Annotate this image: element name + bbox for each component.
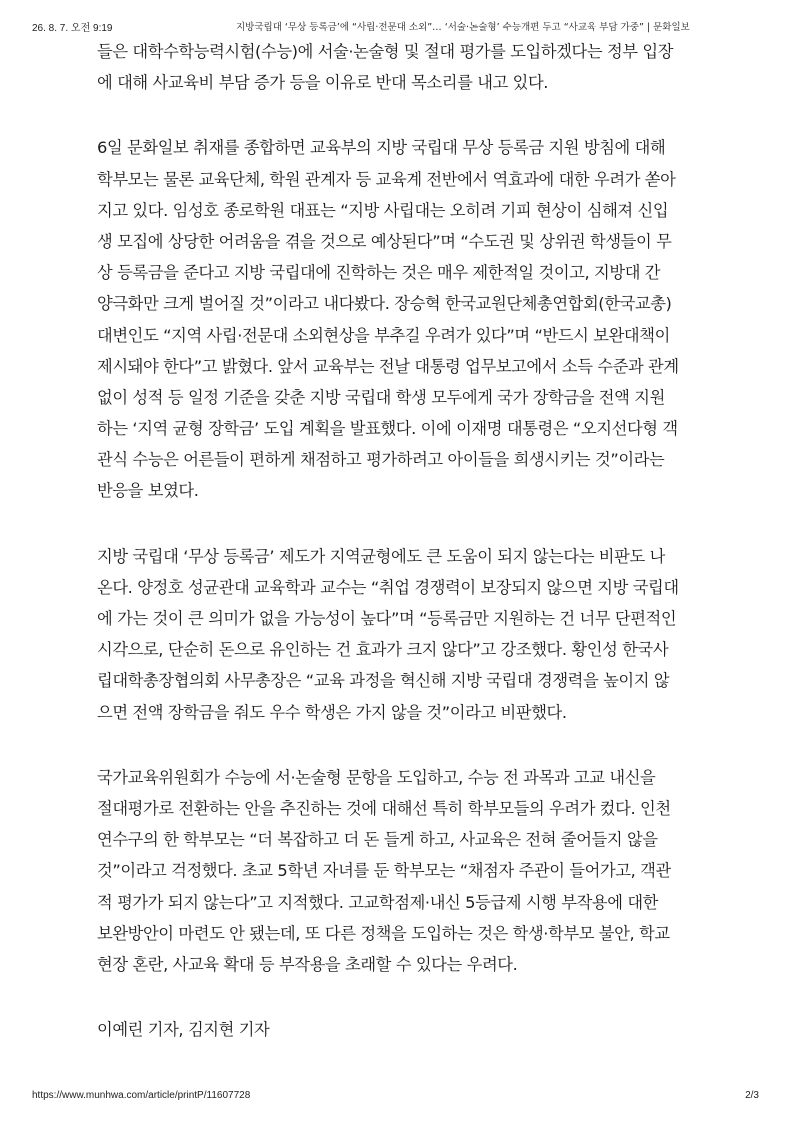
paragraph-line: 지고 있다. 임성호 종로학원 대표는 “지방 사립대는 오히려 기피 현상이 심해져 신입 — [97, 200, 669, 220]
paragraph-line: 보완방안이 마련도 안 됐는데, 또 다른 정책을 도입하는 것은 학생·학부모 불안, 학교 — [97, 923, 670, 943]
paragraph-line: 현장 혼란, 사교육 확대 등 부작용을 초래할 수 있다는 우려다. — [97, 954, 518, 974]
paragraph-line: 양극화만 크게 벌어질 것”이라고 내다봤다. 장승혁 한국교원단체총연합회(한국교총) — [97, 294, 672, 314]
paragraph-line: 연수구의 한 학부모는 “더 복잡하고 더 돈 들게 하고, 사교육은 전혀 줄어들지 않을 — [97, 830, 658, 850]
paragraph-line: 하는 ‘지역 균형 장학금’ 도입 계획을 발표했다. 이에 이재명 대통령은 “오지선다형 객 — [97, 419, 678, 439]
print-page-title: 지방국립대 ‘무상 등록금’에 “사립·전문대 소외”… ‘서술·논술형’ 수능개편 두고 “사교육 부담 가중” | 문화일보 — [236, 22, 690, 33]
paragraph-line: 립대학총장협의회 사무총장은 “교육 과정을 혁신해 지방 국립대 경쟁력을 높이지 않 — [97, 671, 670, 691]
article-paragraph — [97, 36, 701, 98]
print-footer — [32, 1090, 761, 1104]
print-header — [32, 19, 761, 33]
paragraph-line: 절대평가로 전환하는 안을 추진하는 것에 대해선 특히 학부모들의 우려가 컸다. 인천 — [97, 798, 671, 818]
paragraph-line: 국가교육위원회가 수능에 서·논술형 문항을 도입하고, 수능 전 과목과 고교 내신을 — [97, 767, 656, 787]
paragraph-line: 없이 성적 등 일정 기준을 갖춘 지방 국립대 학생 모두에게 국가 장학금을 전액 지원 — [97, 387, 665, 407]
paragraph-line: 생 모집에 상당한 어려움을 겪을 것으로 예상된다”며 “수도권 및 상위권 학생들이 무 — [97, 231, 672, 251]
paragraph-line: 적 평가가 되지 않는다”고 지적했다. 고교학점제·내신 5등급제 시행 부작용에 대한 — [97, 892, 659, 912]
print-datetime: 26. 8. 7. 오전 9:19 — [32, 23, 113, 34]
paragraph-line: 학부모는 물론 교육단체, 학원 관계자 등 교육계 전반에서 역효과에 대한 우려가 쏟아 — [97, 169, 676, 189]
article-byline — [97, 1014, 701, 1045]
paragraph-line: 지방 국립대 ‘무상 등록금’ 제도가 지역균형에도 큰 도움이 되지 않는다는 비판도 나 — [97, 546, 665, 566]
paragraph-line: 반응을 보였다. — [97, 481, 199, 501]
paragraph-line: 시각으로, 단순히 돈으로 유인하는 건 효과가 크지 않다”고 강조했다. 황인성 한국사 — [97, 640, 669, 660]
byline-text: 이예린 기자, 김지현 기자 — [97, 1020, 270, 1040]
paragraph-line: 으면 전액 장학금을 줘도 우수 학생은 가지 않을 것”이라고 비판했다. — [97, 702, 567, 722]
paragraph-line: 에 가는 것이 큰 의미가 없을 가능성이 높다”며 “등록금만 지원하는 건 너무 단편적인 — [97, 609, 677, 628]
paragraph-line: 6일 문화일보 취재를 종합하면 교육부의 지방 국립대 무상 등록금 지원 방침에 대해 — [97, 138, 666, 158]
paragraph-line: 온다. 양정호 성균관대 교육학과 교수는 “취업 경쟁력이 보장되지 않으면 지방 국립대 — [97, 577, 679, 597]
paragraph-line: 대변인도 “지역 사립·전문대 소외현상을 부추길 우려가 있다”며 “반드시 보완대책이 — [97, 325, 670, 345]
paragraph-line: 에 대해 사교육비 부담 증가 등을 이유로 반대 목소리를 내고 있다. — [97, 73, 549, 93]
paragraph-line: 상 등록금을 준다고 지방 국립대에 진학하는 것은 매우 제한적일 것이고, 지방대 간 — [97, 263, 661, 283]
paragraph-line: 들은 대학수학능력시험(수능)에 서술·논술형 및 절대 평가를 도입하겠다는 정부 입장 — [97, 42, 674, 61]
paragraph-line: 것”이라고 걱정했다. 초교 5학년 자녀를 둔 학부모는 “채점자 주관이 들어가고, 객관 — [97, 861, 671, 881]
article-paragraph — [97, 541, 701, 728]
article-paragraph — [97, 762, 701, 980]
paragraph-line: 관식 수능은 어른들이 편하게 채점하고 평가하려고 아이들을 희생시키는 것”이라는 — [97, 450, 665, 470]
print-url: https://www.munhwa.com/article/printP/11607728 — [32, 1090, 251, 1101]
article-body — [97, 36, 701, 1079]
article-paragraph — [97, 132, 701, 506]
paragraph-line: 제시돼야 한다”고 밝혔다. 앞서 교육부는 전날 대통령 업무보고에서 소득 수준과 관계 — [97, 356, 679, 376]
print-page-number: 2/3 — [745, 1090, 759, 1101]
